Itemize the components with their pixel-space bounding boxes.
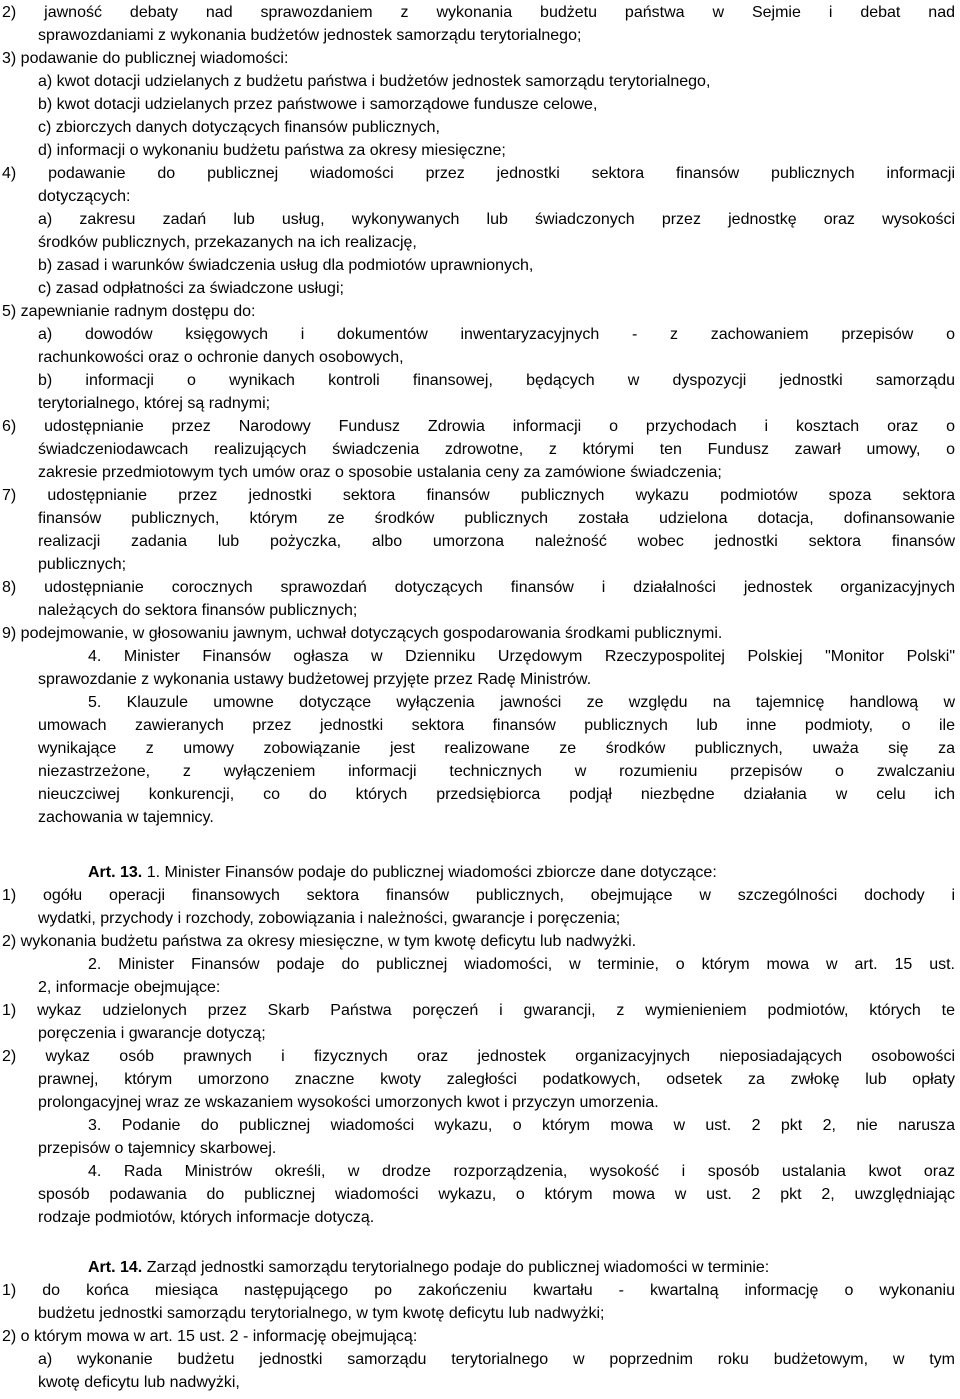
article-number: Art. 13. [88, 864, 143, 881]
text-line: 1) do końca miesiąca następującego po zakończeniu kwartału - kwartalną informację o wykonaniu [2, 1282, 955, 1299]
text-line: rodzaje podmiotów, których informacje dotyczą. [38, 1209, 375, 1226]
text-line: sprawozdaniami z wykonania budżetów jednostek samorządu terytorialnego; [38, 27, 582, 44]
text-line: b) informacji o wynikach kontroli finansowej, będących w dyspozycji jednostki samorządu [38, 372, 955, 389]
text-line: 4. Minister Finansów ogłasza w Dzienniku Urzędowym Rzeczypospolitej Polskiej "Monitor Polski" [88, 648, 955, 665]
text-line: a) wykonanie budżetu jednostki samorządu terytorialnego w poprzednim roku budżetowym, w tym [38, 1351, 955, 1368]
text-line: 3. Podanie do publicznej wiadomości wykazu, o którym mowa w ust. 2 pkt 2, nie narusza [88, 1117, 955, 1134]
text-line: finansów publicznych, którym ze środków publicznych została udzielona dotacja, dofinansowanie [38, 510, 955, 527]
text-line: 3) podawanie do publicznej wiadomości: [2, 50, 289, 67]
text-line: przepisów o tajemnicy skarbowej. [38, 1140, 277, 1157]
text-line: 9) podejmowanie, w głosowaniu jawnym, uchwał dotyczących gospodarowania środkami publicznymi. [2, 625, 723, 642]
text-line: niezastrzeżone, z wyłączeniem informacji technicznych w rozumieniu przepisów o zwalczaniu [38, 763, 955, 780]
text-line: zachowania w tajemnicy. [38, 809, 214, 826]
text-line: nieuczciwej konkurencji, co do których przedsiębiorca podjął niezbędne działania w celu ich [38, 786, 955, 803]
text-line: 2, informacje obejmujące: [38, 979, 221, 996]
text-line: rachunkowości oraz o ochronie danych osobowych, [38, 349, 404, 366]
article-intro: Zarząd jednostki samorządu terytorialnego podaje do publicznej wiadomości w terminie: [142, 1259, 770, 1276]
text-line: sposób podawania do publicznej wiadomości wykazu, o którym mowa w ust. 2 pkt 2, uwzględniając [38, 1186, 955, 1203]
text-line: 1) ogółu operacji finansowych sektora finansów publicznych, obejmujące w szczególności dochody i [2, 887, 955, 904]
article-heading-line [88, 1256, 955, 1279]
text-line: prawnej, którym umorzono znaczne kwoty zaległości podatkowych, odsetek za zwłokę lub opłaty [38, 1071, 955, 1088]
text-line: b) kwot dotacji udzielanych przez państwowe i samorządowe fundusze celowe, [38, 96, 598, 113]
text-line: 2) jawność debaty nad sprawozdaniem z wykonania budżetu państwa w Sejmie i debat nad [2, 4, 955, 21]
text-line: c) zasad odpłatności za świadczone usługi; [38, 280, 344, 297]
text-line: zakresie przedmiotowym tych umów oraz o sposobie ustalania ceny za zamówione świadczenia; [38, 464, 722, 481]
text-line: poręczenia i gwarancje dotyczą; [38, 1025, 266, 1042]
text-line: a) kwot dotacji udzielanych z budżetu państwa i budżetów jednostek samorządu terytorialnego, [38, 73, 711, 90]
text-line: c) zbiorczych danych dotyczących finansów publicznych, [38, 119, 440, 136]
text-line: kwotę deficytu lub nadwyżki, [38, 1374, 240, 1391]
text-line: 4) podawanie do publicznej wiadomości przez jednostki sektora finansów publicznych informacji [2, 165, 955, 182]
text-line: a) dowodów księgowych i dokumentów inwentaryzacyjnych - z zachowaniem przepisów o [38, 326, 955, 343]
text-line: 6) udostępnianie przez Narodowy Fundusz Zdrowia informacji o przychodach i kosztach oraz o [2, 418, 955, 435]
text-line: budżetu jednostki samorządu terytorialnego, w tym kwotę deficytu lub nadwyżki; [38, 1305, 605, 1322]
text-line: sprawozdanie z wykonania ustawy budżetowej przyjęte przez Radę Ministrów. [38, 671, 592, 688]
text-line: 8) udostępnianie corocznych sprawozdań dotyczących finansów i działalności jednostek organizacyjnych [2, 579, 955, 596]
text-line: 5. Klauzule umowne dotyczące wyłączenia jawności ze względu na tajemnicę handlową w [88, 694, 955, 711]
text-line: b) zasad i warunków świadczenia usług dla podmiotów uprawnionych, [38, 257, 534, 274]
text-line: należących do sektora finansów publicznych; [38, 602, 358, 619]
text-line: wydatki, przychody i rozchody, zobowiązania i należności, gwarancje i poręczenia; [38, 910, 621, 927]
text-line: 4. Rada Ministrów określi, w drodze rozporządzenia, wysokość i sposób ustalania kwot oraz [88, 1163, 955, 1180]
text-line: umowach zawieranych przez jednostki sektora finansów publicznych lub inne podmioty, o ile [38, 717, 955, 734]
text-line: 7) udostępnianie przez jednostki sektora finansów publicznych wykazu podmiotów spoza sektora [2, 487, 955, 504]
text-line: środków publicznych, przekazanych na ich realizację, [38, 234, 417, 251]
text-line: prolongacyjnej wraz ze wskazaniem wysokości umorzonych kwot i przyczyn umorzenia. [38, 1094, 659, 1111]
text-line: 2. Minister Finansów podaje do publicznej wiadomości, w terminie, o którym mowa w art. 15 ust. [88, 956, 955, 973]
text-line: 1) wykaz udzielonych przez Skarb Państwa poręczeń i gwarancji, z wymienieniem podmiotów, których te [2, 1002, 955, 1019]
text-line: d) informacji o wykonaniu budżetu państwa za okresy miesięczne; [38, 142, 506, 159]
text-line: 2) wykonania budżetu państwa za okresy miesięczne, w tym kwotę deficytu lub nadwyżki. [2, 933, 637, 950]
article-intro: 1. Minister Finansów podaje do publicznej wiadomości zbiorcze dane dotyczące: [142, 864, 717, 881]
text-line: wynikające z umowy zobowiązanie jest realizowane ze środków publicznych, uważa się za [38, 740, 955, 757]
text-line: 2) wykaz osób prawnych i fizycznych oraz jednostek organizacyjnych nieposiadających osobowości [2, 1048, 955, 1065]
text-line: realizacji zadania lub pożyczka, albo umorzona należność wobec jednostki sektora finansów [38, 533, 955, 550]
text-line: 2) o którym mowa w art. 15 ust. 2 - informację obejmującą: [2, 1328, 418, 1345]
text-line: a) zakresu zadań lub usług, wykonywanych lub świadczonych przez jednostkę oraz wysokości [38, 211, 955, 228]
text-line: świadczeniodawcach realizujących świadczenia zdrowotne, z którymi ten Fundusz zawarł umowy, o [38, 441, 955, 458]
text-line: terytorialnego, której są radnymi; [38, 395, 271, 412]
text-line: publicznych; [38, 556, 127, 573]
article-heading-line [88, 861, 955, 884]
article-number: Art. 14. [88, 1259, 143, 1276]
text-line: 5) zapewnianie radnym dostępu do: [2, 303, 256, 320]
text-line: dotyczących: [38, 188, 131, 205]
